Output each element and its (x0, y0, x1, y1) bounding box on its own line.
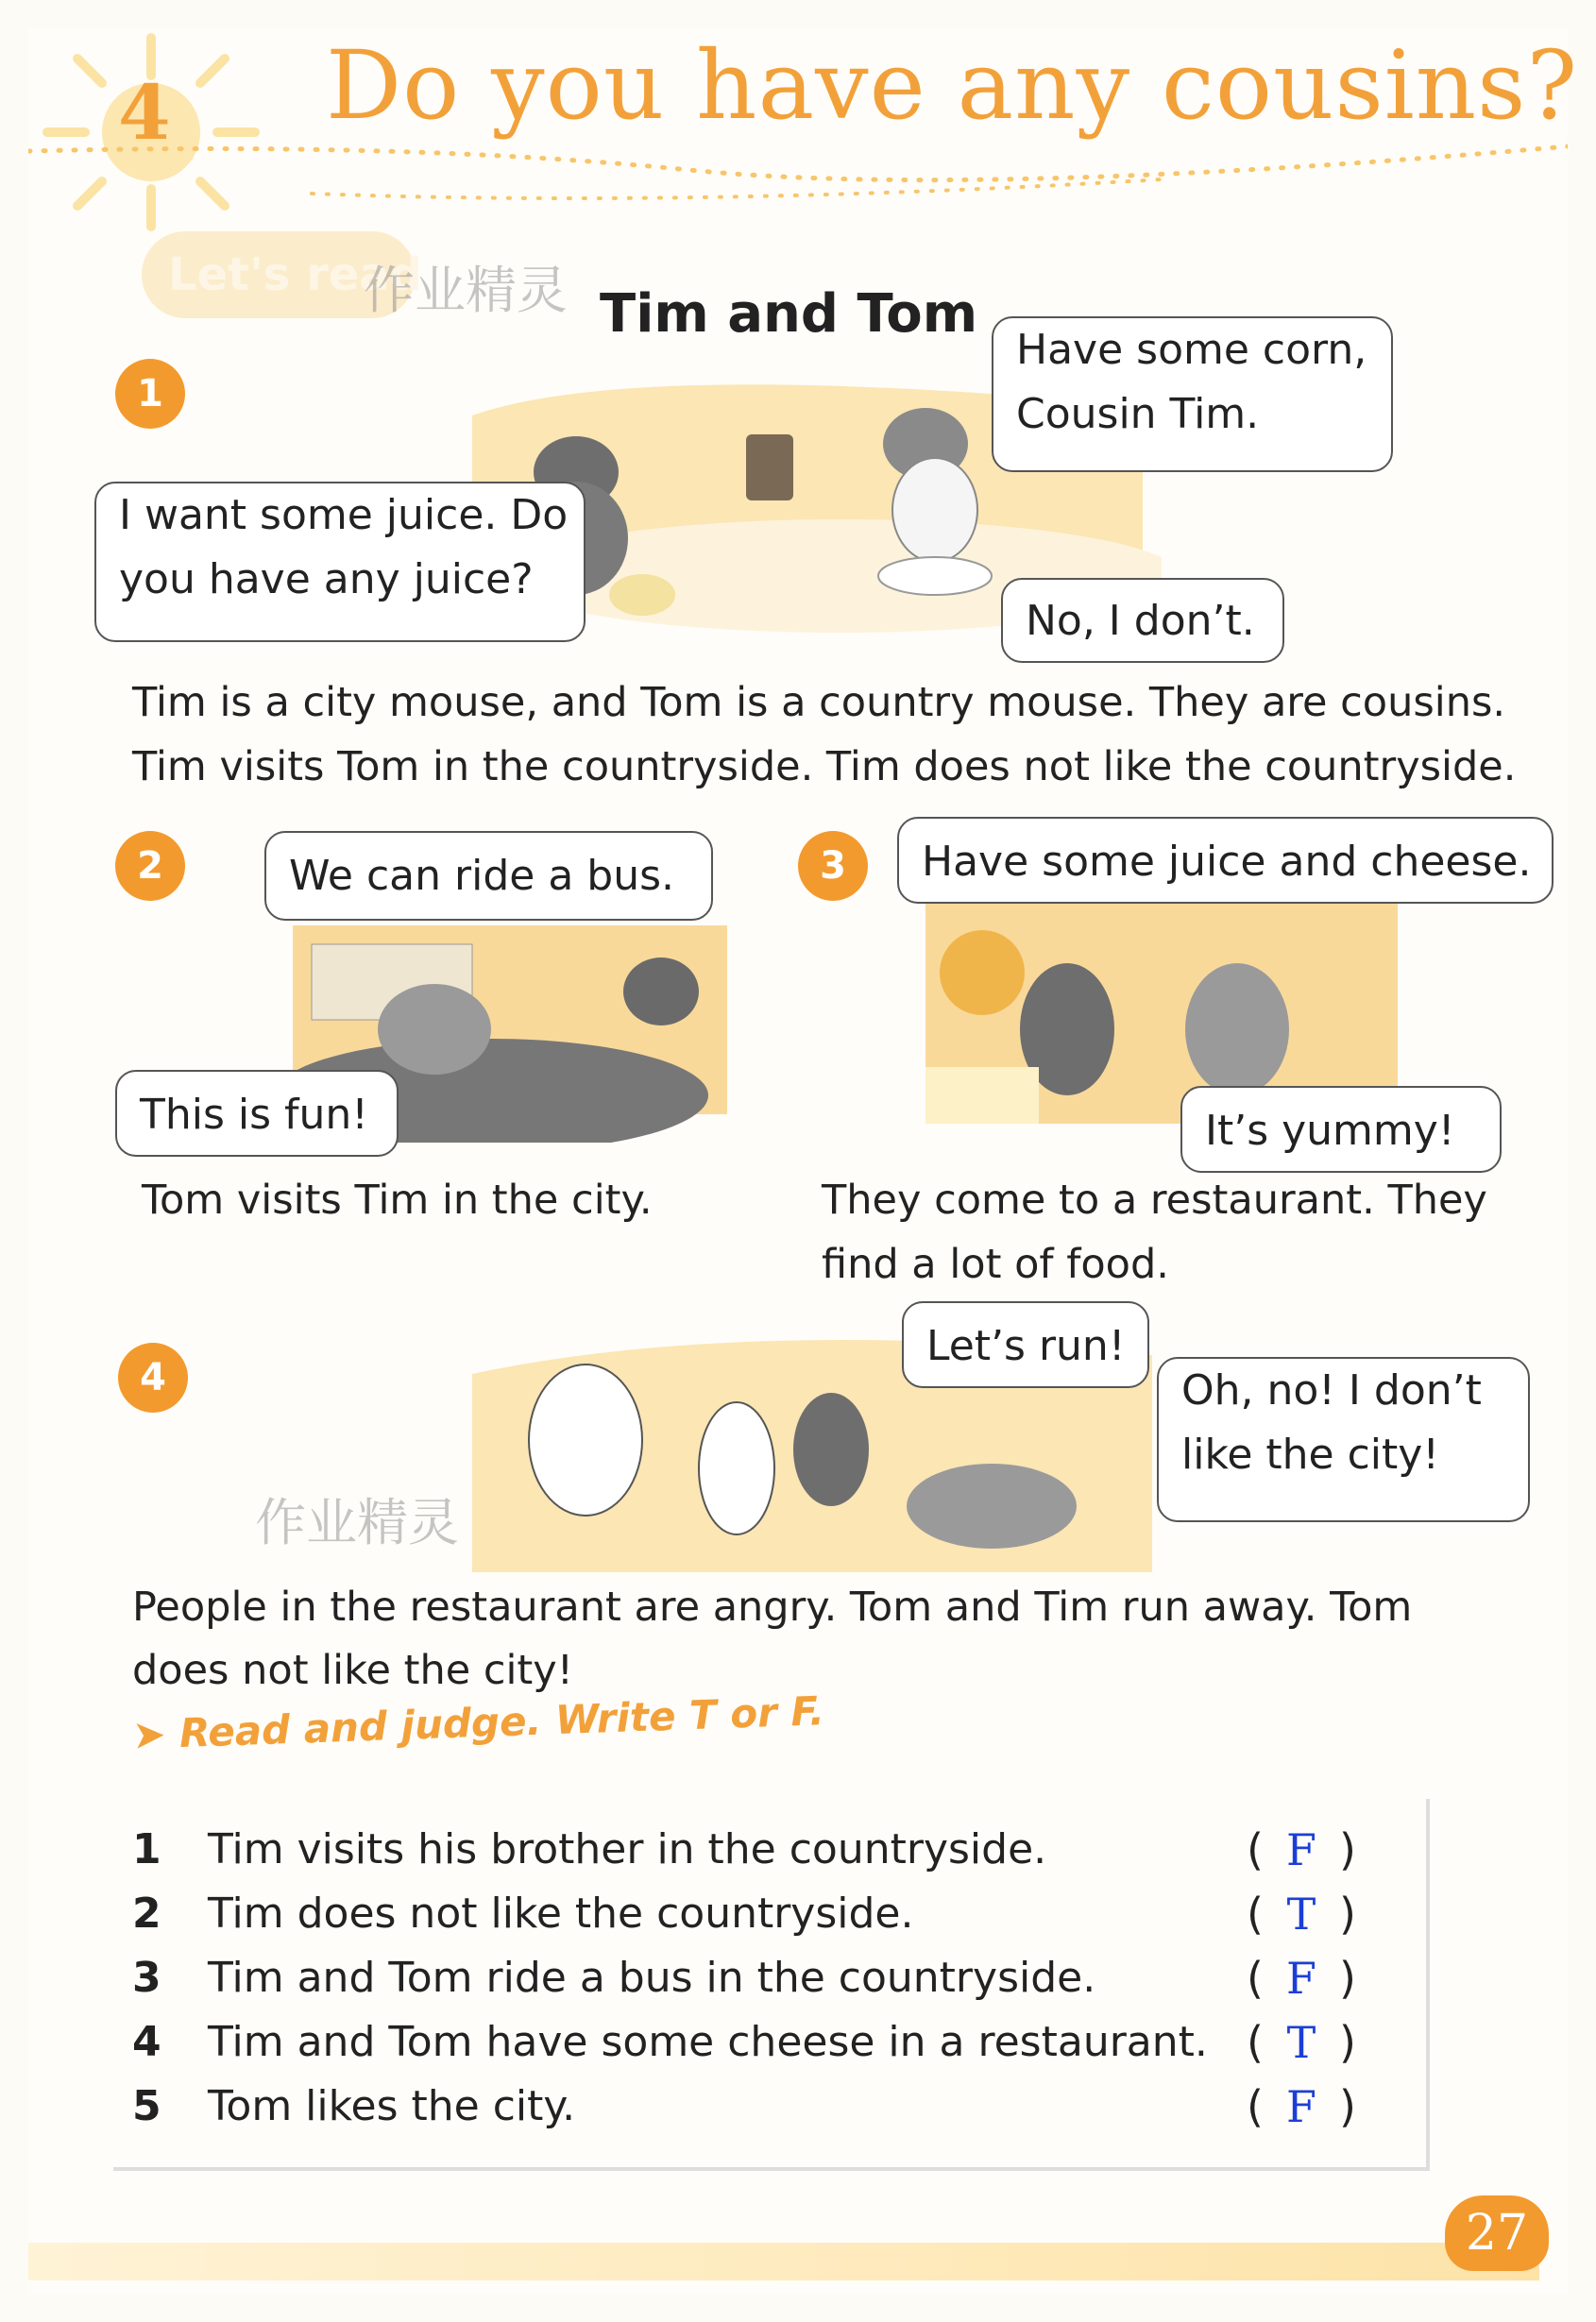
page-number: 27 (1445, 2195, 1549, 2271)
question-row: 2 Tim does not like the countryside. (132, 1890, 914, 1938)
narration-line: Tim visits Tom in the countryside. Tim does not like the countryside. (132, 743, 1517, 790)
narration-line: does not like the city! (132, 1647, 573, 1694)
exercise-instruction: ➤ Read and judge. Write T or F. (131, 1687, 825, 1758)
panel-number-1: 1 (115, 359, 185, 429)
narration-line: They come to a restaurant. They (822, 1177, 1487, 1224)
section-label: Let's read (142, 231, 416, 318)
speech-bubble: No, I don’t. (1001, 578, 1284, 663)
question-row: 5 Tom likes the city. (132, 2082, 576, 2130)
speech-bubble: Have some juice and cheese. (897, 817, 1554, 904)
narration-line: Tom visits Tim in the city. (142, 1177, 653, 1224)
speech-bubble: I want some juice. Do you have any juice? (94, 482, 586, 642)
narration-line: People in the restaurant are angry. Tom and Tim run away. Tom (132, 1584, 1413, 1631)
answer-slot[interactable]: ( F ) (1247, 2081, 1356, 2132)
narration-line: find a lot of food. (822, 1241, 1169, 1288)
question-row: 1 Tim visits his brother in the countryside. (132, 1825, 1047, 1873)
speech-bubble: This is fun! (115, 1070, 399, 1157)
dotted-decoration (28, 142, 1568, 208)
question-row: 4 Tim and Tom have some cheese in a restaurant. (132, 2018, 1208, 2066)
footer-band (28, 2243, 1539, 2280)
story-title: Tim and Tom (600, 283, 978, 345)
answer-slot[interactable]: ( F ) (1247, 1953, 1356, 2004)
question-row: 3 Tim and Tom ride a bus in the countryside. (132, 1954, 1096, 2002)
speech-bubble: Oh, no! I don’t like the city! (1157, 1357, 1530, 1522)
speech-bubble: Let’s run! (902, 1301, 1149, 1388)
watermark-text: 作业精灵 (255, 1493, 459, 1552)
answer-slot[interactable]: ( F ) (1247, 1824, 1356, 1875)
page-title: Do you have any cousins? (326, 30, 1579, 141)
watermark-text: 作业精灵 (364, 261, 568, 320)
speech-bubble: It’s yummy! (1180, 1086, 1502, 1173)
unit-number: 4 (118, 68, 171, 157)
speech-bubble: We can ride a bus. (264, 831, 713, 921)
answer-slot[interactable]: ( T ) (1247, 2017, 1356, 2068)
panel-number-3: 3 (798, 831, 868, 901)
answer-slot[interactable]: ( T ) (1247, 1889, 1356, 1940)
narration-line: Tim is a city mouse, and Tom is a country mouse. They are cousins. (132, 679, 1506, 726)
speech-bubble: Have some corn, Cousin Tim. (992, 316, 1393, 472)
panel-number-4: 4 (118, 1343, 188, 1413)
panel-number-2: 2 (115, 831, 185, 901)
